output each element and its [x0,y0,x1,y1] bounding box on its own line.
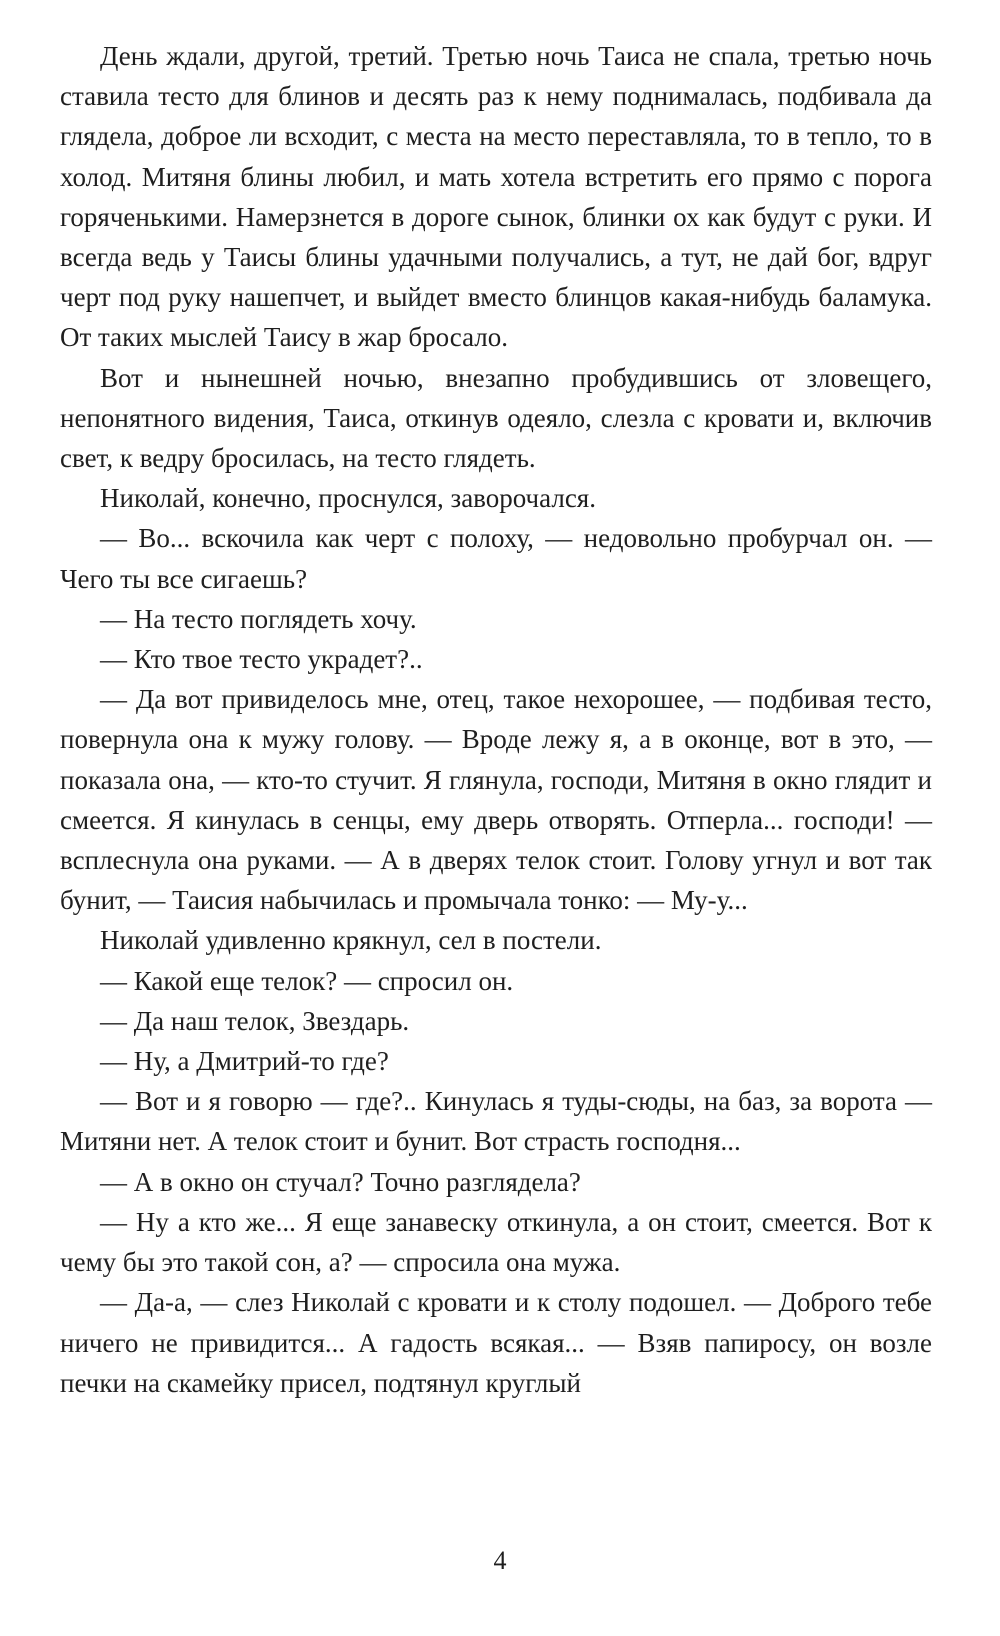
paragraph: Николай, конечно, проснулся, заворочался. [100,483,596,514]
page-number: 4 [493,1546,507,1575]
paragraph: Вот и нынешней ночью, внезапно пробудившись от зловещего, непонятного видения, Таиса, откинув одеяло, слезла с кровати и, включив свет, к ведру бросилась, на тесто глядеть. [60,362,932,474]
paragraph: — Вот и я говорю — где?.. Кинулась я туды-сюды, на баз, за ворота — Митяни нет. А телок стоит и бунит. Вот страсть господня... [60,1086,932,1157]
paragraph: Николай удивленно крякнул, сел в постели. [100,925,602,956]
paragraph: — Во... вскочила как черт с полоху, — недовольно пробурчал он. — Чего ты все сигаешь? [60,523,932,594]
paragraph: — Ну, а Дмитрий-то где? [100,1046,389,1077]
paragraph: — Да-а, — слез Николай с кровати и к столу подошел. — Доброго тебе ничего не привидится... А гадость всякая... — Взяв папиросу, он возле печки на скамейку присел, подтянул круглый [60,1287,932,1398]
paragraph: День ждали, другой, третий. Третью ночь Таиса не спала, третью ночь ставила тесто для блинов и десять раз к нему поднималась, подбивала да глядела, доброе ли всходит, с места на место переставляла, то в тепло, то в холод. Митяня блины любил, и мать хотела встретить его прямо с порога горяченькими. Намерзнется в дороге сынок, блинки ох как будут с руки. И всегда ведь у Таисы блины удачными получались, а тут, не дай бог, вдруг черт под руку нашепчет, и выйдет вместо блинцов какая-нибудь баламука. От таких мыслей Таису в жар бросало. [60,41,932,353]
paragraph: — Ну а кто же... Я еще занавеску откинула, а он стоит, смеется. Вот к чему бы это такой сон, а? — спросила она мужа. [60,1206,932,1278]
page-body-text [60,36,932,1403]
paragraph: — Какой еще телок? — спросил он. [100,965,514,996]
paragraph: — Да наш телок, Звездарь. [100,1005,410,1036]
paragraph: — Да вот привиделось мне, отец, такое нехорошее, — подбивая тесто, повернула она к мужу голову. — Вроде лежу я, а в оконце, вот в это, — показала она, — кто-то стучит. Я глянула, господи, Митяня в окно глядит и смеется. Я кинулась в сенцы, ему дверь отворять. Отперла... господи! — всплеснула она руками. — А в дверях телок стоит. Голову угнул и вот так бунит, — Таисия набычилась и промычала тонко: — Му-у... [60,684,932,916]
paragraph: — А в окно он стучал? Точно разглядела? [100,1166,581,1197]
paragraph: — На тесто поглядеть хочу. [100,603,417,634]
paragraph: — Кто твое тесто украдет?.. [100,644,423,675]
